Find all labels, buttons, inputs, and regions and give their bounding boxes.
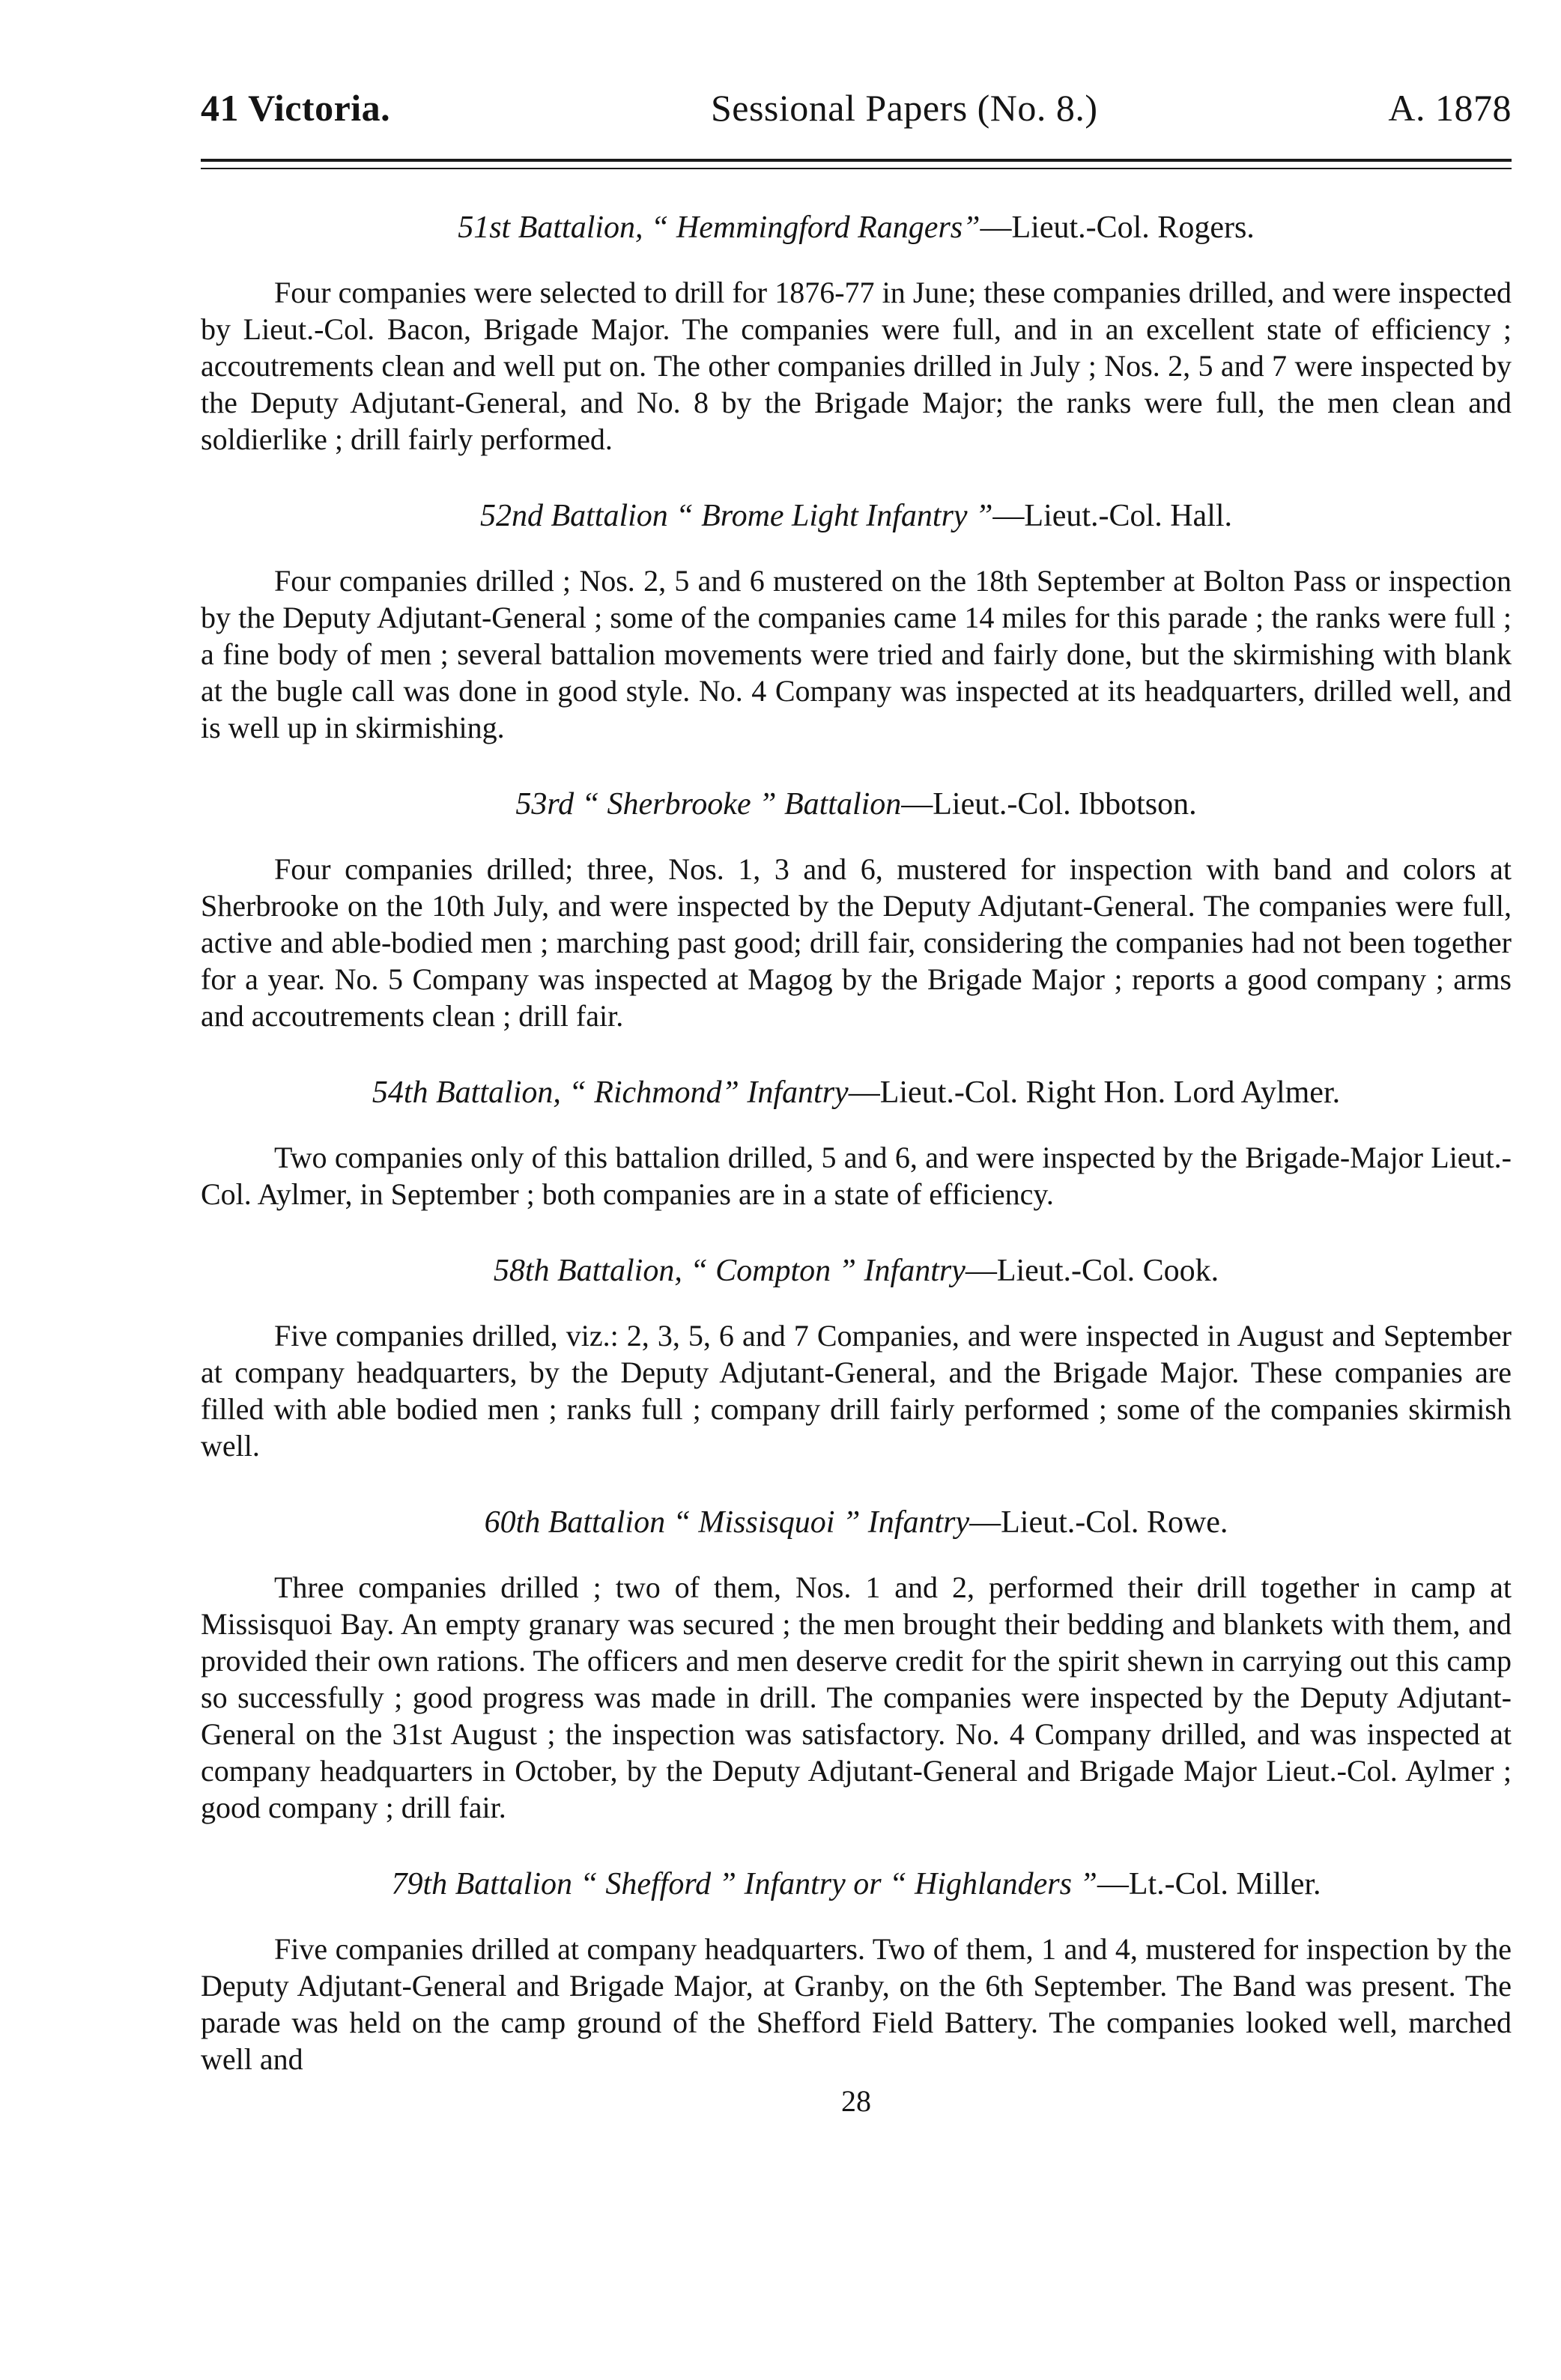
section-paragraph: Five companies drilled at company headquarters. Two of them, 1 and 4, mustered for inspection by the Deputy Adjutant-General and Brigade Major, at Granby, on the 6th September. The Band was present. The parade was held on the camp ground of the Shefford Field Battery. The companies looked well, marched well and: [201, 1932, 1512, 2076]
battalion-name: 60th Battalion “ Missisquoi ” Infantry: [484, 1505, 970, 1540]
section-heading: [201, 208, 1512, 247]
section-paragraph: Five companies drilled, viz.: 2, 3, 5, 6 and 7 Companies, and were inspected in August and September at company headquarters, by the Deputy Adjutant-General, and the Brigade Major. These companies are filled with able bodied men ; ranks full ; company drill fairly performed ; some of the companies skirmish well.: [201, 1319, 1512, 1463]
section-58th-battalion: [201, 1251, 1512, 1464]
commanding-officer: —Lieut.-Col. Cook.: [965, 1254, 1219, 1288]
commanding-officer: —Lieut.-Col. Rogers.: [980, 210, 1255, 245]
section-paragraph: Four companies drilled ; Nos. 2, 5 and 6 mustered on the 18th September at Bolton Pass or inspection by the Deputy Adjutant-General ; some of the companies came 14 miles for this parade ; the ranks were full ; a fine body of men ; several battalion movements were tried and fairly done, but the skirmishing with blank at the bugle call was done in good style. No. 4 Company was inspected at its headquarters, drilled well, and is well up in skirmishing.: [201, 564, 1512, 744]
section-79th-battalion: [201, 1865, 1512, 2077]
commanding-officer: —Lieut.-Col. Hall.: [992, 499, 1233, 533]
section-heading: [201, 1251, 1512, 1290]
section-53rd-battalion: [201, 785, 1512, 1034]
running-head: [201, 84, 1512, 132]
section-51st-battalion: [201, 208, 1512, 458]
section-paragraph: Two companies only of this battalion drilled, 5 and 6, and were inspected by the Brigade-Major Lieut.-Col. Aylmer, in September ; both companies are in a state of efficiency.: [201, 1141, 1512, 1211]
battalion-name: 79th Battalion “ Shefford ” Infantry or “ Highlanders ”: [391, 1867, 1097, 1901]
section-52nd-battalion: [201, 497, 1512, 746]
commanding-officer: —Lieut.-Col. Right Hon. Lord Aylmer.: [848, 1075, 1341, 1110]
section-heading: [201, 1503, 1512, 1542]
battalion-name: 53rd “ Sherbrooke ” Battalion: [515, 787, 902, 822]
section-heading: [201, 785, 1512, 824]
battalion-name: 54th Battalion, “ Richmond” Infantry: [372, 1075, 849, 1110]
section-60th-battalion: [201, 1503, 1512, 1826]
page-number: 28: [841, 2084, 871, 2118]
header-rule: [201, 159, 1512, 169]
document-page: [201, 84, 1512, 2119]
commanding-officer: —Lieut.-Col. Rowe.: [969, 1505, 1228, 1540]
section-heading: [201, 1073, 1512, 1112]
section-paragraph: Four companies drilled; three, Nos. 1, 3 and 6, mustered for inspection with band and colors at Sherbrooke on the 10th July, and were inspected by the Deputy Adjutant-General. The companies were full, active and able-bodied men ; marching past good; drill fair, considering the companies had not been together for a year. No. 5 Company was inspected at Magog by the Brigade Major ; reports a good company ; arms and accoutrements clean ; drill fair.: [201, 852, 1512, 1033]
header-year: A. 1878: [1388, 87, 1512, 129]
commanding-officer: —Lieut.-Col. Ibbotson.: [901, 787, 1197, 822]
battalion-name: 58th Battalion, “ Compton ” Infantry: [493, 1254, 966, 1288]
section-heading: [201, 1865, 1512, 1904]
battalion-name: 52nd Battalion “ Brome Light Infantry ”: [479, 499, 993, 533]
commanding-officer: —Lt.-Col. Miller.: [1097, 1867, 1321, 1901]
battalion-name: 51st Battalion, “ Hemmingford Rangers”: [458, 210, 980, 245]
section-54th-battalion: [201, 1073, 1512, 1212]
section-paragraph: Four companies were selected to drill for 1876-77 in June; these companies drilled, and were inspected by Lieut.-Col. Bacon, Brigade Major. The companies were full, and in an excellent state of efficiency ; accoutrements clean and well put on. The other companies drilled in July ; Nos. 2, 5 and 7 were inspected by the Deputy Adjutant-General, and No. 8 by the Brigade Major; the ranks were full, the men clean and soldierlike ; drill fairly performed.: [201, 276, 1512, 456]
header-title: Sessional Papers (No. 8.): [710, 87, 1098, 129]
header-session: 41 Victoria.: [201, 87, 391, 129]
section-paragraph: Three companies drilled ; two of them, Nos. 1 and 2, performed their drill together in camp at Missisquoi Bay. An empty granary was secured ; the men brought their bedding and blankets with them, and provided their own rations. The officers and men deserve credit for the spirit shewn in carrying out this camp so successfully ; good progress was made in drill. The companies were inspected by the Deputy Adjutant-General on the 31st August ; the inspection was satisfactory. No. 4 Company drilled, and was inspected at company headquarters in October, by the Deputy Adjutant-General and Brigade Major Lieut.-Col. Aylmer ; good company ; drill fair.: [201, 1570, 1512, 1824]
section-heading: [201, 497, 1512, 535]
